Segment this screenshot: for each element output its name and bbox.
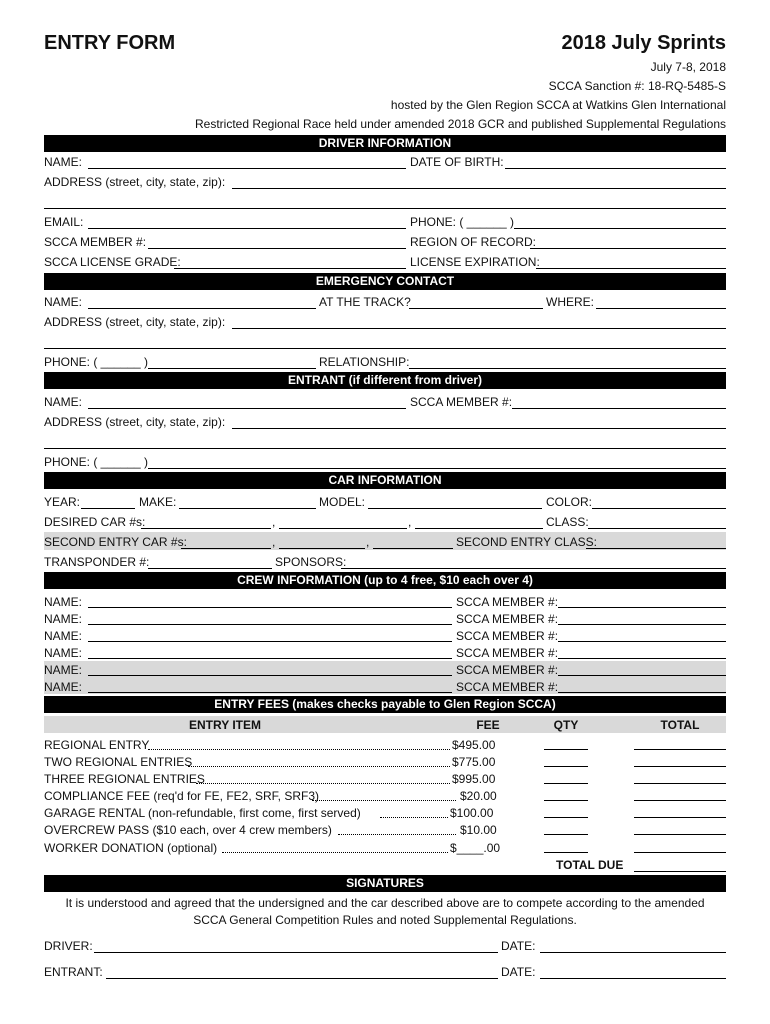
col-total: TOTAL xyxy=(660,718,700,732)
qty-field[interactable] xyxy=(544,783,588,784)
entrant-address-line2-field[interactable] xyxy=(44,448,726,449)
second-entry-car-2-field[interactable] xyxy=(279,548,365,549)
emergency-address-line2-field[interactable] xyxy=(44,348,726,349)
car-model-field[interactable] xyxy=(368,508,542,509)
sponsors-label: SPONSORS: xyxy=(275,555,347,569)
car-model-label: MODEL: xyxy=(319,495,366,509)
qty-field[interactable] xyxy=(544,800,588,801)
entrant-member-field[interactable] xyxy=(512,408,726,409)
entrant-address-field[interactable] xyxy=(232,428,726,429)
fee-item-overcrew-pass: OVERCREW PASS ($10 each, over 4 crew members) xyxy=(44,823,332,837)
emergency-phone-label: PHONE: ( ______ ) xyxy=(44,355,149,369)
emergency-address-field[interactable] xyxy=(232,328,726,329)
driver-license-exp-label: LICENSE EXPIRATION: xyxy=(410,255,540,269)
leader-dots xyxy=(222,852,448,853)
crew-6-name-field[interactable] xyxy=(88,692,452,693)
car-class-field[interactable] xyxy=(588,528,726,529)
entrant-date-label: DATE: xyxy=(501,965,536,979)
fees-column-header-row xyxy=(44,716,726,733)
entrant-name-field[interactable] xyxy=(88,408,406,409)
car-color-label: COLOR: xyxy=(546,495,593,509)
comma: , xyxy=(272,515,276,529)
comma: , xyxy=(408,515,412,529)
emergency-name-field[interactable] xyxy=(88,308,316,309)
comma: , xyxy=(272,535,276,549)
fee-amount: $495.00 xyxy=(452,738,496,752)
driver-phone-label: PHONE: ( ______ ) xyxy=(410,215,515,229)
driver-name-label: NAME: xyxy=(44,155,83,169)
crew-2-name-field[interactable] xyxy=(88,624,452,625)
second-entry-class-field[interactable] xyxy=(586,548,726,549)
fee-amount: $100.00 xyxy=(450,806,494,820)
driver-license-exp-field[interactable] xyxy=(536,268,726,269)
emergency-phone-field[interactable] xyxy=(148,368,316,369)
crew-1-member-label: SCCA MEMBER #: xyxy=(456,595,559,609)
driver-region-field[interactable] xyxy=(530,248,726,249)
section-entry-fees: ENTRY FEES (makes checks payable to Glen Region SCCA) xyxy=(44,696,726,713)
car-class-label: CLASS: xyxy=(546,515,589,529)
crew-5-name-label: NAME: xyxy=(44,663,83,677)
car-make-field[interactable] xyxy=(179,508,316,509)
driver-date-field[interactable] xyxy=(540,952,726,953)
qty-field[interactable] xyxy=(544,817,588,818)
driver-member-field[interactable] xyxy=(148,248,406,249)
driver-name-field[interactable] xyxy=(88,168,406,169)
car-color-field[interactable] xyxy=(592,508,726,509)
section-driver-information: DRIVER INFORMATION xyxy=(44,135,726,152)
entrant-address-label: ADDRESS (street, city, state, zip): xyxy=(44,415,226,429)
car-make-label: MAKE: xyxy=(139,495,177,509)
agreement-line-1: It is understood and agreed that the undersigned and the car described above are to compete according to the amended xyxy=(65,896,705,910)
fee-amount[interactable]: $____.00 xyxy=(450,841,501,855)
emergency-relationship-field[interactable] xyxy=(409,368,726,369)
sanction-number: SCCA Sanction #: 18-RQ-5485-S xyxy=(548,79,726,93)
crew-1-member-field[interactable] xyxy=(558,607,726,608)
regulation-line: Restricted Regional Race held under amended 2018 GCR and published Supplemental Regulations xyxy=(194,117,726,131)
crew-1-name-label: NAME: xyxy=(44,595,83,609)
total-field[interactable] xyxy=(634,834,726,835)
crew-3-member-field[interactable] xyxy=(558,641,726,642)
section-car-information: CAR INFORMATION xyxy=(44,472,726,489)
total-field[interactable] xyxy=(634,749,726,750)
crew-4-member-label: SCCA MEMBER #: xyxy=(456,646,559,660)
driver-license-grade-field[interactable] xyxy=(174,268,406,269)
emergency-address-label: ADDRESS (street, city, state, zip): xyxy=(44,315,226,329)
leader-dots xyxy=(312,800,456,801)
second-entry-car-3-field[interactable] xyxy=(373,548,453,549)
total-field[interactable] xyxy=(634,800,726,801)
leader-dots xyxy=(380,817,448,818)
driver-signature-label: DRIVER: xyxy=(44,939,93,953)
driver-email-label: EMAIL: xyxy=(44,215,84,229)
entrant-member-label: SCCA MEMBER #: xyxy=(410,395,513,409)
col-qty: QTY xyxy=(553,718,579,732)
section-crew-information: CREW INFORMATION (up to 4 free, $10 each over 4) xyxy=(44,572,726,589)
leader-dots xyxy=(338,834,456,835)
car-desired-number-2-field[interactable] xyxy=(279,528,407,529)
emergency-at-track-label: AT THE TRACK? xyxy=(319,295,411,309)
total-due-label: TOTAL DUE xyxy=(556,858,624,872)
car-desired-number-label: DESIRED CAR #s: xyxy=(44,515,146,529)
fee-amount: $20.00 xyxy=(460,789,497,803)
crew-4-member-field[interactable] xyxy=(558,658,726,659)
crew-3-name-label: NAME: xyxy=(44,629,83,643)
driver-dob-label: DATE OF BIRTH: xyxy=(410,155,504,169)
transponder-field[interactable] xyxy=(148,568,272,569)
driver-address-field[interactable] xyxy=(232,188,726,189)
entrant-phone-field[interactable] xyxy=(148,468,726,469)
crew-6-member-label: SCCA MEMBER #: xyxy=(456,680,559,694)
fee-item-three-regional: THREE REGIONAL ENTRIES xyxy=(44,772,205,786)
entrant-name-label: NAME: xyxy=(44,395,83,409)
driver-email-field[interactable] xyxy=(88,228,406,229)
second-entry-class-label: SECOND ENTRY CLASS: xyxy=(456,535,597,549)
event-date: July 7-8, 2018 xyxy=(650,60,726,74)
entrant-date-field[interactable] xyxy=(540,978,726,979)
driver-address-label: ADDRESS (street, city, state, zip): xyxy=(44,175,226,189)
host-line: hosted by the Glen Region SCCA at Watkins Glen International xyxy=(390,98,726,112)
section-emergency-contact: EMERGENCY CONTACT xyxy=(44,273,726,290)
crew-4-name-label: NAME: xyxy=(44,646,83,660)
crew-1-name-field[interactable] xyxy=(88,607,452,608)
qty-field[interactable] xyxy=(544,749,588,750)
driver-dob-field[interactable] xyxy=(505,168,726,169)
crew-shaded-rows xyxy=(44,661,726,694)
emergency-where-field[interactable] xyxy=(596,308,726,309)
total-field[interactable] xyxy=(634,852,726,853)
total-field[interactable] xyxy=(634,766,726,767)
entrant-signature-label: ENTRANT: xyxy=(44,965,103,979)
section-entrant: ENTRANT (if different from driver) xyxy=(44,372,726,389)
leader-dots xyxy=(196,783,450,784)
car-desired-number-1-field[interactable] xyxy=(141,528,271,529)
col-entry-item: ENTRY ITEM xyxy=(188,718,261,732)
fee-item-worker-donation: WORKER DONATION (optional) xyxy=(44,841,218,855)
crew-5-name-field[interactable] xyxy=(88,675,452,676)
leader-dots xyxy=(148,749,450,750)
crew-6-name-label: NAME: xyxy=(44,680,83,694)
car-year-field[interactable] xyxy=(81,508,135,509)
crew-2-member-field[interactable] xyxy=(558,624,726,625)
car-year-label: YEAR: xyxy=(44,495,81,509)
crew-5-member-label: SCCA MEMBER #: xyxy=(456,663,559,677)
entrant-phone-label: PHONE: ( ______ ) xyxy=(44,455,149,469)
fee-amount: $995.00 xyxy=(452,772,496,786)
car-desired-number-3-field[interactable] xyxy=(415,528,543,529)
total-due-field[interactable] xyxy=(634,871,726,872)
leader-dots xyxy=(188,766,450,767)
driver-phone-field[interactable] xyxy=(514,228,726,229)
fee-amount: $10.00 xyxy=(460,823,497,837)
col-fee: FEE xyxy=(476,718,500,732)
crew-6-member-field[interactable] xyxy=(558,692,726,693)
driver-date-label: DATE: xyxy=(501,939,536,953)
qty-field[interactable] xyxy=(544,766,588,767)
emergency-at-track-field[interactable] xyxy=(409,308,543,309)
crew-3-name-field[interactable] xyxy=(88,641,452,642)
agreement-line-2: SCCA General Competition Rules and noted Supplemental Regulations. xyxy=(193,913,577,927)
comma: , xyxy=(366,535,370,549)
event-title: 2018 July Sprints xyxy=(561,32,726,54)
fee-item-two-regional: TWO REGIONAL ENTRIES xyxy=(44,755,193,769)
second-entry-car-label: SECOND ENTRY CAR #s: xyxy=(44,535,187,549)
sponsors-field[interactable] xyxy=(341,568,726,569)
crew-5-member-field[interactable] xyxy=(558,675,726,676)
driver-member-label: SCCA MEMBER #: xyxy=(44,235,147,249)
section-signatures: SIGNATURES xyxy=(44,875,726,892)
crew-2-member-label: SCCA MEMBER #: xyxy=(456,612,559,626)
total-field[interactable] xyxy=(634,817,726,818)
crew-2-name-label: NAME: xyxy=(44,612,83,626)
second-entry-car-1-field[interactable] xyxy=(181,548,271,549)
driver-address-line2-field[interactable] xyxy=(44,208,726,209)
crew-3-member-label: SCCA MEMBER #: xyxy=(456,629,559,643)
emergency-name-label: NAME: xyxy=(44,295,83,309)
entrant-signature-field[interactable] xyxy=(106,978,498,979)
emergency-relationship-label: RELATIONSHIP: xyxy=(319,355,410,369)
transponder-label: TRANSPONDER #: xyxy=(44,555,150,569)
driver-region-label: REGION OF RECORD: xyxy=(410,235,537,249)
qty-field[interactable] xyxy=(544,834,588,835)
fee-item-garage-rental: GARAGE RENTAL (non-refundable, first come, first served) xyxy=(44,806,361,820)
form-title: ENTRY FORM xyxy=(44,32,176,54)
fee-amount: $775.00 xyxy=(452,755,496,769)
fee-item-compliance: COMPLIANCE FEE (req'd for FE, FE2, SRF, SRF3) xyxy=(44,789,320,803)
driver-signature-field[interactable] xyxy=(94,952,498,953)
crew-4-name-field[interactable] xyxy=(88,658,452,659)
total-field[interactable] xyxy=(634,783,726,784)
emergency-where-label: WHERE: xyxy=(546,295,594,309)
fee-item-regional-entry: REGIONAL ENTRY xyxy=(44,738,150,752)
qty-field[interactable] xyxy=(544,852,588,853)
driver-license-grade-label: SCCA LICENSE GRADE: xyxy=(44,255,181,269)
